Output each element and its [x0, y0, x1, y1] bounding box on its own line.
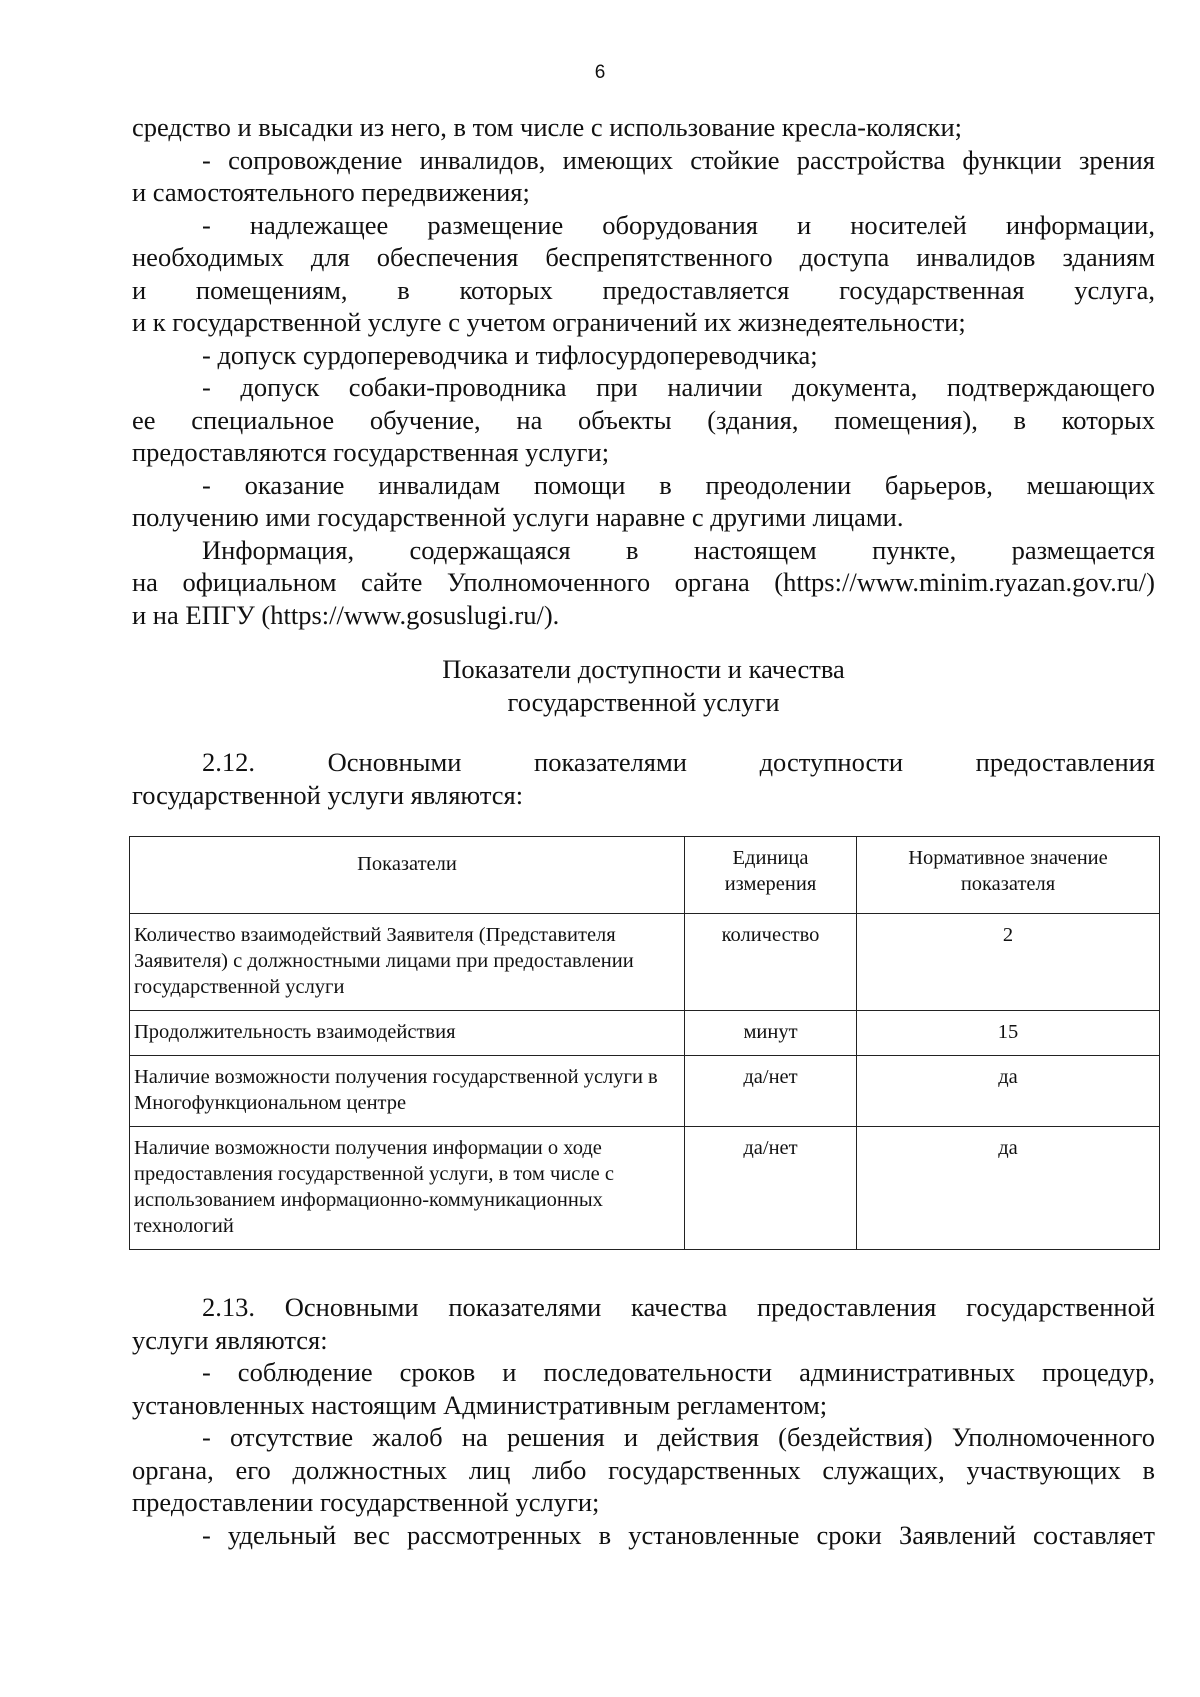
header-unit: Единица измерения	[685, 837, 857, 914]
intro-line: необходимых для обеспечения беспрепятственного доступа инвалидов зданиям	[132, 242, 1155, 272]
section-heading-line-2: государственной услуги	[507, 686, 780, 717]
unit-cell: количество	[685, 914, 857, 1011]
intro-line: и на ЕПГУ (https://www.gosuslugi.ru/).	[132, 599, 560, 630]
table-row	[130, 1056, 1160, 1127]
clause-2-13-line: 2.13. Основными показателями качества предоставления государственной	[202, 1292, 1155, 1322]
accessibility-indicators-table	[129, 836, 1160, 1250]
intro-line: Информация, содержащаяся в настоящем пункте, размещается	[202, 534, 1155, 565]
clause-2-13-line: - соблюдение сроков и последовательности административных процедур,	[202, 1357, 1155, 1387]
value-cell: 15	[857, 1011, 1160, 1056]
clause-2-12	[132, 746, 1155, 811]
unit-cell: да/нет	[685, 1127, 857, 1250]
clause-2-13-line: предоставлении государственной услуги;	[132, 1487, 600, 1517]
unit-cell: минут	[685, 1011, 857, 1056]
intro-line: - допуск собаки-проводника при наличии документа, подтверждающего	[202, 372, 1155, 402]
section-heading	[132, 653, 1155, 718]
table-row	[130, 1011, 1160, 1056]
clause-2-13-line: установленных настоящим Административным регламентом;	[132, 1389, 828, 1420]
table-body	[130, 914, 1160, 1250]
clause-2-13-line: услуги являются:	[132, 1324, 328, 1355]
intro-line: предоставляются государственная услуги;	[132, 437, 610, 467]
indicator-cell: Наличие возможности получения государственной услуги в Многофункциональном центре	[130, 1056, 685, 1127]
intro-line: - сопровождение инвалидов, имеющих стойкие расстройства функции зрения	[202, 144, 1155, 175]
intro-line: получению ими государственной услуги наравне с другими лицами.	[132, 502, 904, 532]
value-cell: да	[857, 1127, 1160, 1250]
value-cell: да	[857, 1056, 1160, 1127]
document-body	[132, 111, 1155, 811]
table-row	[130, 1127, 1160, 1250]
intro-line: - допуск сурдопереводчика и тифлосурдопереводчика;	[202, 339, 818, 370]
intro-line: и самостоятельного передвижения;	[132, 177, 530, 207]
clause-2-12-line-2: государственной услуги являются:	[132, 779, 524, 810]
clause-2-13-line: - удельный вес рассмотренных в установленные сроки Заявлений составляет	[202, 1519, 1155, 1550]
page-number: 6	[594, 62, 606, 83]
intro-line: на официальном сайте Уполномоченного органа (https://www.minim.ryazan.gov.ru/)	[132, 567, 1155, 597]
accessibility-measures-list	[132, 111, 1155, 631]
value-cell: 2	[857, 914, 1160, 1011]
intro-line: - надлежащее размещение оборудования и носителей информации,	[202, 209, 1155, 240]
intro-line: и помещениям, в которых предоставляется государственная услуга,	[132, 274, 1155, 305]
intro-line: средство и высадки из него, в том числе с использование кресла-коляски;	[132, 112, 963, 142]
intro-line: - оказание инвалидам помощи в преодолении барьеров, мешающих	[202, 469, 1155, 500]
indicator-cell: Продолжительность взаимодействия	[130, 1011, 685, 1056]
unit-cell: да/нет	[685, 1056, 857, 1127]
clause-2-12-line-1: 2.12. Основными показателями доступности предоставления	[202, 747, 1155, 777]
header-indicator: Показатели	[130, 837, 685, 914]
indicator-cell: Количество взаимодействий Заявителя (Представителя Заявителя) с должностными лицами при предоставлении государственной услуги	[130, 914, 685, 1011]
intro-line: ее специальное обучение, на объекты (здания, помещения), в которых	[132, 404, 1155, 435]
clause-2-13-line: - отсутствие жалоб на решения и действия (бездействия) Уполномоченного	[202, 1422, 1155, 1452]
clause-2-13-line: органа, его должностных лиц либо государственных служащих, участвующих в	[132, 1454, 1155, 1485]
table-row	[130, 914, 1160, 1011]
header-normative-value: Нормативное значение показателя	[857, 837, 1160, 914]
table-header-row	[130, 837, 1160, 914]
intro-line: и к государственной услуге с учетом ограничений их жизнедеятельности;	[132, 307, 966, 337]
section-heading-line-1: Показатели доступности и качества	[442, 654, 845, 684]
indicator-cell: Наличие возможности получения информации о ходе предоставления государственной услуги, в том числе с использованием информационно-коммуникационных технологий	[130, 1127, 685, 1250]
clause-2-13	[132, 1291, 1155, 1551]
